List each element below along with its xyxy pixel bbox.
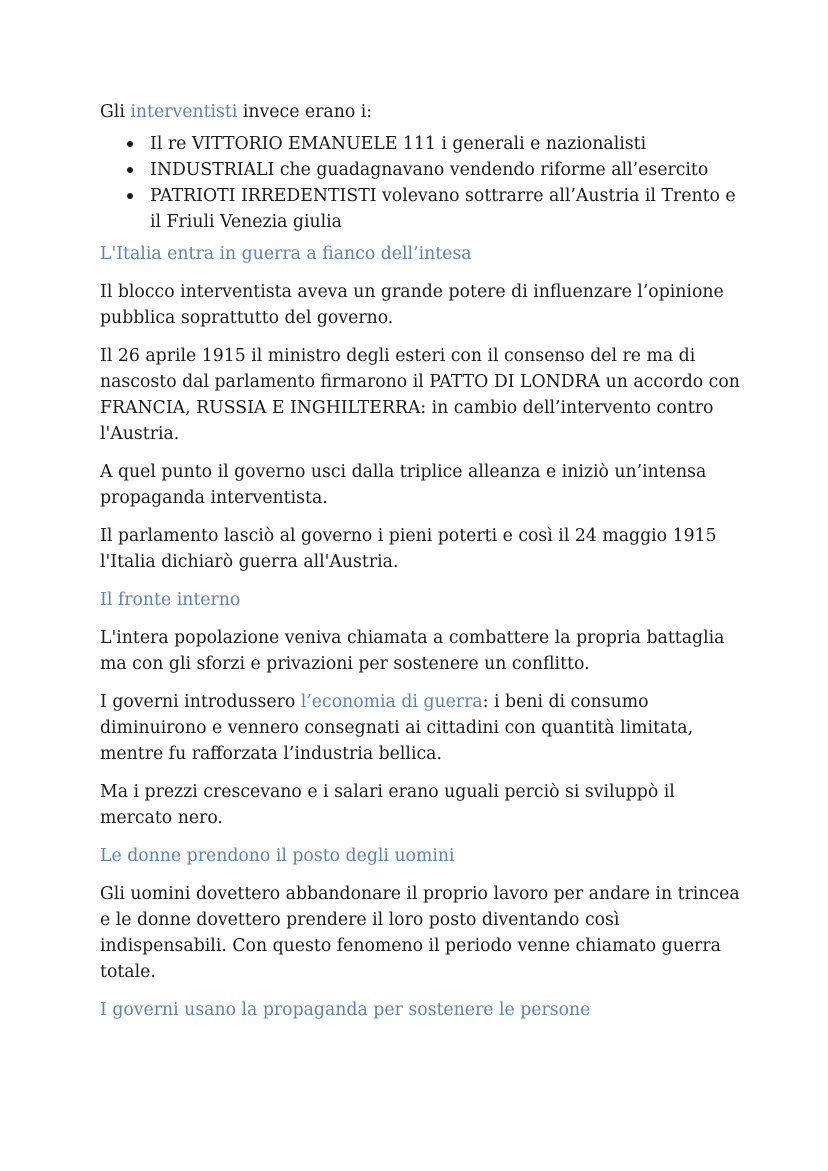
interventisti-list — [100, 131, 740, 235]
intro-text: Gli — [100, 102, 131, 122]
intro-text-end: invece erano i: — [237, 102, 373, 122]
list-item — [100, 157, 740, 183]
paragraph: Il blocco interventista aveva un grande potere di influenzare l’opinione pubblica soprattutto del governo. — [100, 282, 724, 328]
economia-highlight: l’economia di guerra — [300, 692, 483, 712]
section-heading: Le donne prendono il posto degli uomini — [100, 846, 455, 866]
paragraph-text: I governi introdussero — [100, 692, 301, 712]
list-item — [100, 183, 740, 235]
list-item-text: INDUSTRIALI che guadagnavano vendendo riforme all’esercito — [150, 160, 709, 180]
list-item-text: PATRIOTI IRREDENTISTI volevano sottrarre all’Austria il Trento e il Friuli Venezia giulia — [150, 186, 736, 232]
document-page — [100, 99, 740, 1035]
bullet-icon — [127, 167, 133, 173]
paragraph-text-end: : i beni di consumo diminuirono e vennero consegnati ai cittadini con quantità limitata, mentre fu rafforzata l’industria bellica. — [100, 692, 694, 764]
bullet-icon — [127, 141, 133, 147]
list-item-text: Il re VITTORIO EMANUELE 111 i generali e nazionalisti — [150, 134, 647, 154]
intro-paragraph — [100, 99, 740, 125]
section-heading: L'Italia entra in guerra a fianco dell’intesa — [100, 244, 472, 264]
bullet-icon — [127, 193, 133, 199]
paragraph — [100, 689, 740, 767]
list-item — [100, 131, 740, 157]
paragraph: L'intera popolazione veniva chiamata a combattere la propria battaglia ma con gli sforzi e privazioni per sostenere un conflitto. — [100, 628, 725, 674]
paragraph: Il parlamento lasciò al governo i pieni poterti e così il 24 maggio 1915 l'Italia dichiarò guerra all'Austria. — [100, 526, 717, 572]
paragraph: Ma i prezzi crescevano e i salari erano uguali perciò si sviluppò il mercato nero. — [100, 782, 675, 828]
section-heading: Il fronte interno — [100, 590, 241, 610]
section-heading: I governi usano la propaganda per sostenere le persone — [100, 1000, 591, 1020]
intro-highlight: interventisti — [130, 102, 238, 122]
paragraph: A quel punto il governo usci dalla triplice alleanza e iniziò un’intensa propaganda interventista. — [100, 462, 707, 508]
paragraph: Gli uomini dovettero abbandonare il proprio lavoro per andare in trincea e le donne dovettero prendere il loro posto diventando così indispensabili. Con questo fenomeno il periodo venne chiamato guerra totale. — [100, 884, 740, 982]
paragraph: Il 26 aprile 1915 il ministro degli esteri con il consenso del re ma di nascosto dal parlamento firmarono il PATTO DI LONDRA un accordo con FRANCIA, RUSSIA E INGHILTERRA: in cambio dell’intervento contro l'Austria. — [100, 346, 740, 444]
